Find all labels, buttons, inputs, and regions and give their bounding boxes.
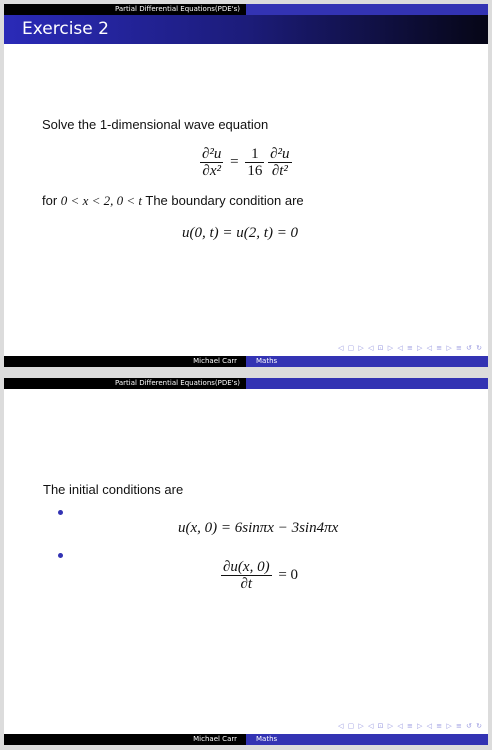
bullet-icon — [58, 510, 63, 515]
slide-1 — [4, 4, 488, 367]
initial-conditions-text: The initial conditions are — [43, 482, 184, 497]
intro-text: Solve the 1-dimensional wave equation — [42, 117, 269, 132]
header-bar — [4, 4, 488, 15]
beamer-nav-icons[interactable]: ◁ ▢ ▷ ◁ ⊡ ▷ ◁ ≡ ▷ ◁ ≡ ▷ ≡ ↺ ↻ — [337, 344, 483, 352]
header-bar — [4, 378, 488, 389]
footer-subject: Maths — [246, 734, 488, 745]
domain-line: for 0 < x < 2, 0 < t The boundary condition are — [42, 193, 304, 208]
boundary-condition: u(0, t) = u(2, t) = 0 — [182, 225, 299, 241]
initial-condition-1: u(x, 0) = 6sinπx − 3sin4πx — [178, 520, 339, 536]
bullet-icon — [58, 553, 63, 558]
lhs-fraction: $\frac{\text{∂²u}}{\text{∂x²}}$ — [202, 146, 222, 179]
initial-condition-2: $\frac{\partial u(x, 0)}{\partial t}$ = 0 — [223, 559, 299, 592]
footer-subject: Maths — [246, 356, 488, 367]
header-section: Partial Differential Equations(PDE's) — [4, 378, 246, 389]
slide-title: Exercise 2 — [4, 15, 488, 44]
header-section: Partial Differential Equations(PDE's) — [4, 4, 246, 15]
footer-bar — [4, 734, 488, 745]
footer-author: Michael Carr — [4, 356, 246, 367]
wave-equation: $\frac{\text{∂²u}}{\text{∂x²}}$ = $\frac{1}{16}$ $\frac{\text{∂²u}}{\text{∂t²}}$ — [202, 146, 290, 179]
coef-fraction: $\frac{1}{16}$ — [247, 146, 263, 179]
footer-author: Michael Carr — [4, 734, 246, 745]
footer-bar — [4, 356, 488, 367]
slide-2 — [4, 378, 488, 745]
rhs-fraction: $\frac{\text{∂²u}}{\text{∂t²}}$ — [270, 146, 290, 179]
beamer-nav-icons[interactable]: ◁ ▢ ▷ ◁ ⊡ ▷ ◁ ≡ ▷ ◁ ≡ ▷ ≡ ↺ ↻ — [337, 722, 483, 730]
